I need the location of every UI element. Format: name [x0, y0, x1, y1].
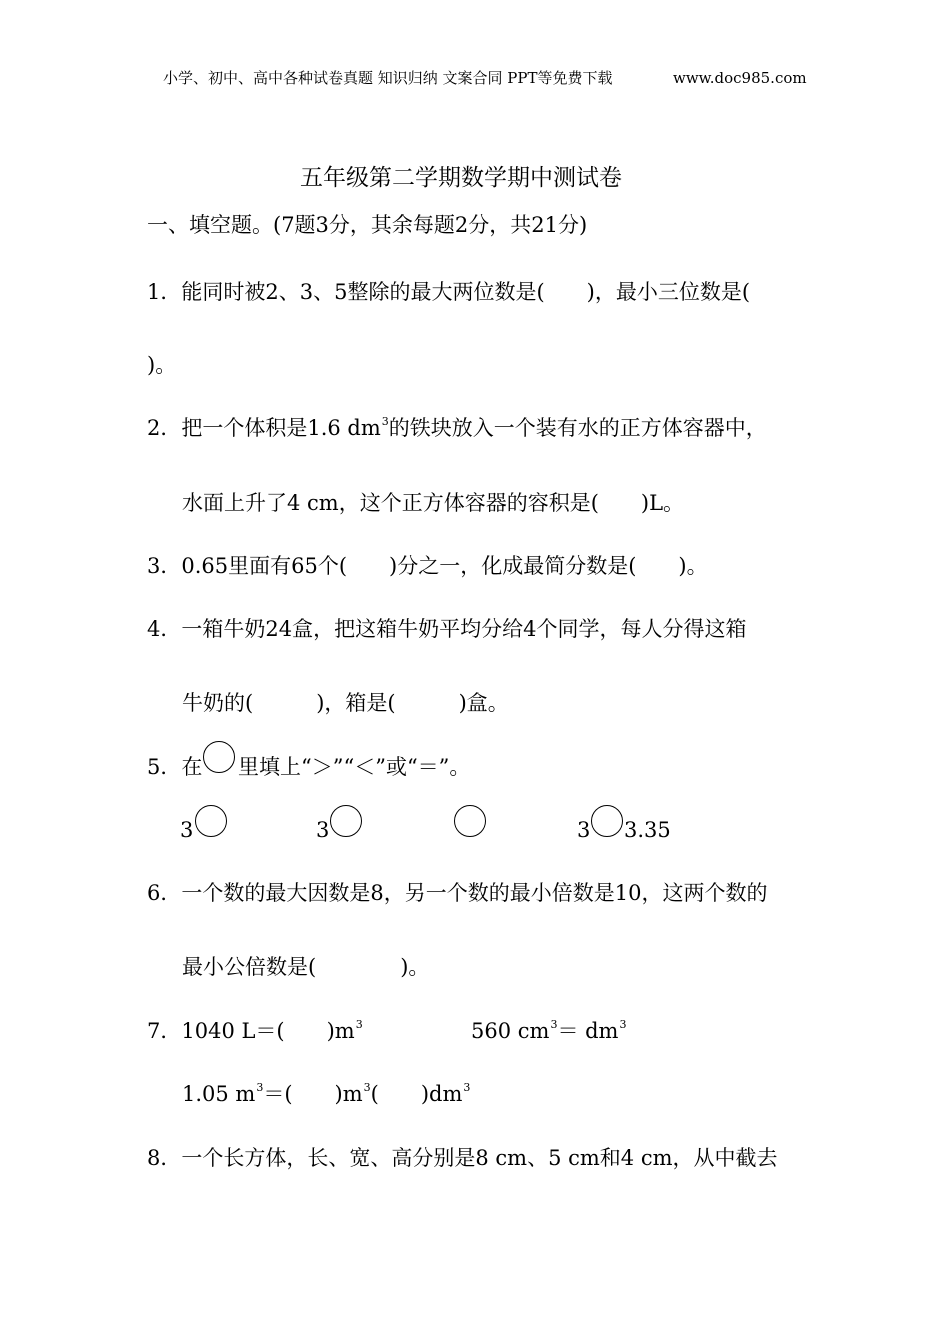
header-url[interactable]: www.doc985.com: [673, 69, 807, 87]
question-4-line-2: 牛奶的( )，箱是( )盒。: [182, 691, 509, 715]
question-2-line-1: 2．把一个体积是1.6 $dm^3$的铁块放入一个装有水的正方体容器中，: [147, 415, 767, 440]
question-7-part-3: 1.05 $m^3=$( )$m^3$( )$dm^3$: [182, 1081, 471, 1106]
compare-circle: [203, 741, 235, 773]
compare-circle-3[interactable]: [454, 805, 486, 837]
question-7-part-1: 7．1040 L＝( )$m^3$: [147, 1018, 363, 1043]
question-6-line-2: 最小公倍数是( )。: [182, 955, 430, 979]
question-6-line-1: 6．一个数的最大因数是8，另一个数的最小倍数是10，这两个数的: [147, 881, 768, 905]
compare-item-1: 3: [180, 818, 194, 842]
compare-circle-2[interactable]: [330, 805, 362, 837]
question-1-line-1: 1．能同时被2、3、5整除的最大两位数是( )，最小三位数是(: [147, 280, 751, 304]
compare-item-2: 3: [316, 818, 330, 842]
page-title: 五年级第二学期数学期中测试卷: [300, 165, 622, 191]
section-heading: 一、填空题。(7题3分，其余每题2分，共21分): [147, 213, 588, 237]
compare-circle-4[interactable]: [591, 805, 623, 837]
question-8-line-1: 8．一个长方体，长、宽、高分别是8 cm、5 cm和4 cm，从中截去: [147, 1146, 778, 1170]
question-5-prefix: 5．在: [147, 755, 203, 779]
header-text: 小学、初中、高中各种试卷真题 知识归纳 文案合同 PPT等免费下载: [163, 69, 613, 87]
question-1-line-2: )。: [147, 353, 177, 377]
question-4-line-1: 4．一箱牛奶24盒，把这箱牛奶平均分给4个同学，每人分得这箱: [147, 617, 747, 641]
question-2-line-2: 水面上升了4 cm，这个正方体容器的容积是( )L。: [182, 491, 685, 515]
question-7-part-2: 560 $cm^3= dm^3$: [471, 1018, 627, 1043]
question-5-instruction: 里填上“＞”“＜”或“＝”。: [238, 755, 471, 779]
compare-item-4-right: 3.35: [624, 818, 671, 842]
question-3: 3．0.65里面有65个( )分之一，化成最简分数是( )。: [147, 554, 708, 578]
compare-circle-1[interactable]: [195, 805, 227, 837]
compare-item-4: 3: [577, 818, 591, 842]
